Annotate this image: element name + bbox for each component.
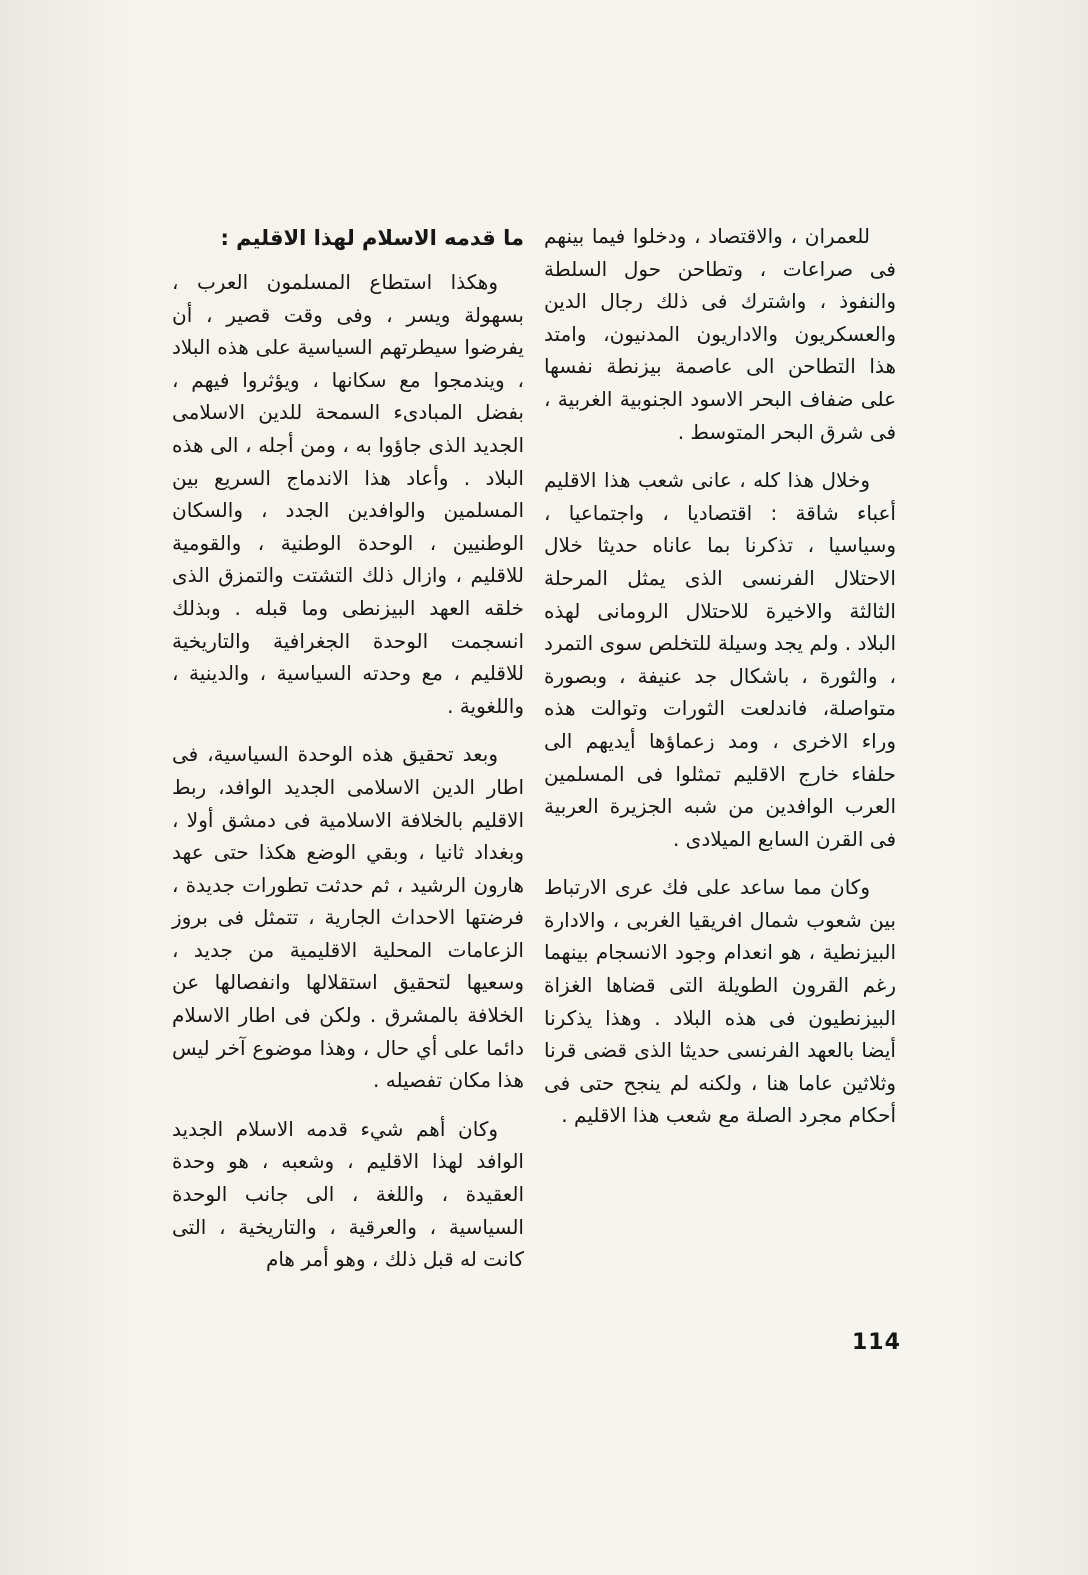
left-column [172,220,524,1292]
right-column [544,220,896,1148]
right-paragraph-2: وخلال هذا كله ، عانى شعب هذا الاقليم أعباء شاقة : اقتصاديا ، واجتماعيا ، وسياسيا ، تذكرنا بما عاناه حديثا خلال الاحتلال الفرنسى الذى يمثل المرحلة الثالثة والاخيرة للاحتلال الرومانى لهذه البلاد . ولم يجد وسيلة للتخلص سوى التمرد ، والثورة ، باشكال جد عنيفة ، وبصورة متواصلة، فاندلعت الثورات وتوالت هذه وراء الاخرى ، ومد زعماؤها أيديهم الى حلفاء خارج الاقليم تمثلوا فى المسلمين العرب الوافدين من شبه الجزيرة العربية فى القرن السابع الميلادى . [544,468,896,851]
section-heading: ما قدمه الاسلام لهذا الاقليم : [220,226,524,250]
right-paragraph-3: وكان مما ساعد على فك عرى الارتباط بين شعوب شمال افريقيا الغربى ، والادارة البيزنطية ، هو انعدام وجود الانسجام بينهما رغم القرون الطويلة التى قضاها الغزاة البيزنطيون فى هذه البلاد . وهذا يذكرنا أيضا بالعهد الفرنسى حديثا الذى قضى قرنا وثلاثين عاما هنا ، ولكنه لم ينجح حتى فى أحكام مجرد الصلة مع شعب هذا الاقليم . [544,875,896,1128]
left-paragraph-2: وبعد تحقيق هذه الوحدة السياسية، فى اطار الدين الاسلامى الجديد الوافد، ربط الاقليم بالخلافة الاسلامية فى دمشق أولا ، وبغداد ثانيا ، وبقي الوضع هكذا حتى عهد هارون الرشيد ، ثم حدثت تطورات جديدة ، فرضتها الاحداث الجارية ، تتمثل فى بروز الزعامات المحلية الاقليمية من جديد ، وسعيها لتحقيق استقلالها وانفصالها عن الخلافة بالمشرق . ولكن فى اطار الاسلام دائما على أي حال ، وهذا موضوع آخر ليس هذا مكان تفصيله . [172,742,524,1093]
page-number: 114 [852,1330,901,1355]
right-paragraph-1: للعمران ، والاقتصاد ، ودخلوا فيما بينهم فى صراعات ، وتطاحن حول السلطة والنفوذ ، واشترك فى ذلك رجال الدين والعسكريون والاداريون المدنيون، وامتد هذا التطاحن الى عاصمة بيزنطة نفسها على ضفاف البحر الاسود الجنوبية الغربية ، فى شرق البحر المتوسط . [544,224,896,444]
left-paragraph-1: وهكذا استطاع المسلمون العرب ، بسهولة ويسر ، وفى وقت قصير ، أن يفرضوا سيطرتهم السياسية على هذه البلاد ، ويندمجوا مع سكانها ، ويؤثروا فيهم ، بفضل المبادىء السمحة للدين الاسلامى الجديد الذى جاؤوا به ، ومن أجله ، الى هذه البلاد . وأعاد هذا الاندماج السريع بين المسلمين والوافدين الجدد ، والسكان الوطنيين ، الوحدة الوطنية ، والقومية للاقليم ، وازال ذلك التشتت والتمزق الذى خلقه العهد البيزنطى وما قبله . وبذلك انسجمت الوحدة الجغرافية والتاريخية للاقليم ، مع وحدته السياسية ، والدينية ، واللغوية . [172,270,524,718]
left-paragraph-3: وكان أهم شيء قدمه الاسلام الجديد الوافد لهذا الاقليم ، وشعبه ، هو وحدة العقيدة ، واللغة ، الى جانب الوحدة السياسية ، والعرقية ، والتاريخية ، التى كانت له قبل ذلك ، وهو أمر هام [172,1116,524,1272]
